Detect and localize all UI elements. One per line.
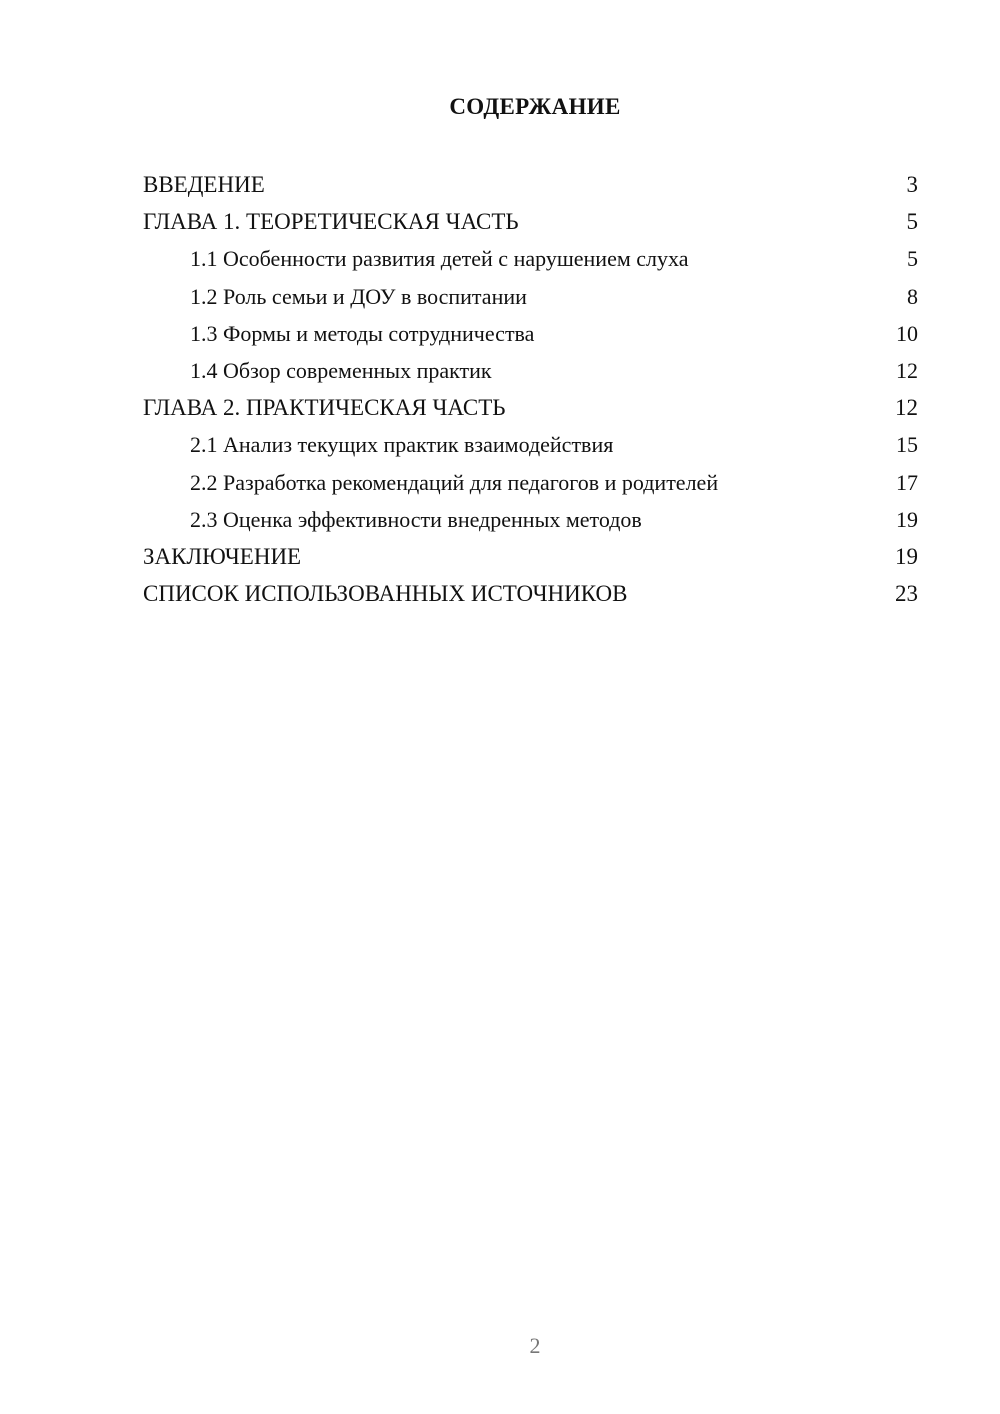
toc-item-label: 2.2 Разработка рекомендаций для педагогов и родителей: [190, 469, 719, 495]
page-number: 2: [529, 1333, 541, 1358]
toc-item-page: 12: [895, 395, 918, 421]
toc-item-label: ЗАКЛЮЧЕНИЕ: [143, 543, 302, 569]
toc-item-section-1-1[interactable]: [143, 240, 918, 277]
toc-item-page: 5: [907, 246, 918, 272]
toc-item-section-1-3[interactable]: [143, 315, 918, 352]
toc-item-label: СПИСОК ИСПОЛЬЗОВАННЫХ ИСТОЧНИКОВ: [143, 581, 628, 607]
toc-item-page: 17: [896, 469, 918, 495]
toc-item-page: 5: [906, 209, 918, 235]
toc-item-section-2-3[interactable]: [143, 501, 918, 538]
toc-item-page: 10: [896, 320, 918, 346]
toc-item-section-2-2[interactable]: [143, 464, 918, 501]
toc-item-page: 23: [895, 581, 918, 607]
toc-item-page: 19: [896, 506, 918, 532]
toc-item-label: ГЛАВА 1. ТЕОРЕТИЧЕСКАЯ ЧАСТЬ: [143, 209, 519, 235]
toc-item-introduction[interactable]: [143, 166, 918, 203]
toc-item-label: ГЛАВА 2. ПРАКТИЧЕСКАЯ ЧАСТЬ: [143, 395, 506, 421]
toc-item-section-2-1[interactable]: [143, 426, 918, 463]
toc-item-label: 1.2 Роль семьи и ДОУ в воспитании: [190, 283, 527, 309]
toc-item-label: 2.1 Анализ текущих практик взаимодействия: [190, 432, 614, 458]
toc-item-section-1-2[interactable]: [143, 278, 918, 315]
toc-item-label: 1.1 Особенности развития детей с нарушением слуха: [190, 246, 689, 272]
toc-item-label: 1.4 Обзор современных практик: [190, 357, 492, 383]
toc-item-label: ВВЕДЕНИЕ: [143, 172, 265, 197]
toc-item-label: 2.3 Оценка эффективности внедренных методов: [190, 506, 642, 532]
toc-item-chapter-1[interactable]: [143, 203, 918, 240]
toc-item-page: 15: [896, 432, 918, 458]
toc-item-label: 1.3 Формы и методы сотрудничества: [190, 320, 535, 346]
table-of-contents: [143, 166, 918, 612]
toc-item-references[interactable]: [143, 575, 918, 612]
toc-item-chapter-2[interactable]: [143, 389, 918, 426]
toc-item-section-1-4[interactable]: [143, 352, 918, 389]
toc-title: СОДЕРЖАНИЕ: [449, 94, 621, 119]
toc-item-page: 12: [896, 357, 918, 383]
toc-item-conclusion[interactable]: [143, 538, 918, 575]
toc-item-page: 3: [906, 172, 918, 197]
toc-item-page: 8: [907, 283, 918, 309]
toc-item-page: 19: [895, 543, 918, 569]
